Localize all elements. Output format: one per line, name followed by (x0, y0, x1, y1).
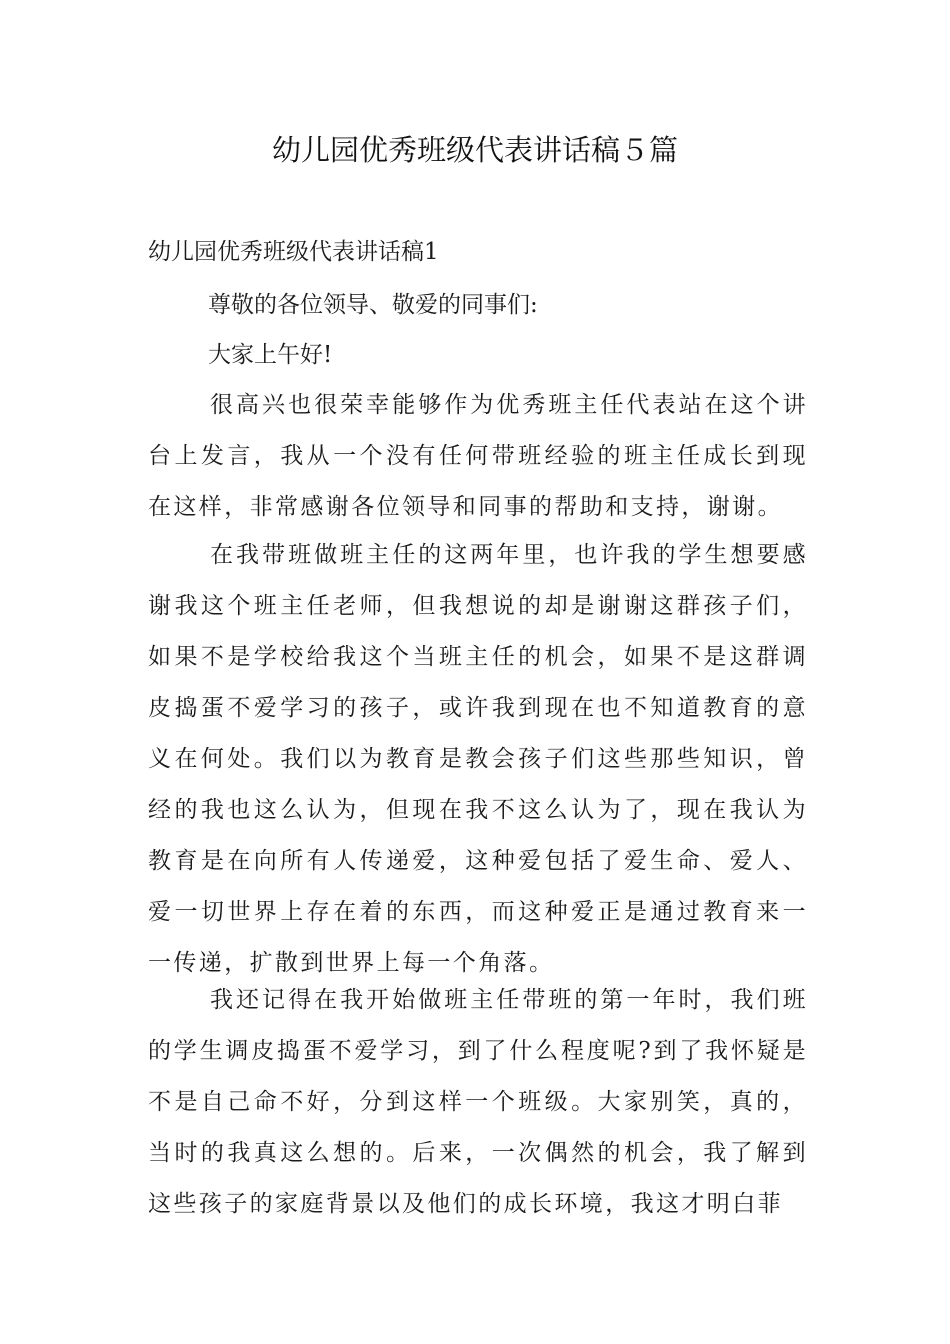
section-heading: 幼儿园优秀班级代表讲话稿1 (148, 239, 439, 265)
paragraph-1: 很高兴也很荣幸能够作为优秀班主任代表站在这个讲台上发言，我从一个没有任何带班经验的班主任成长到现在这样，非常感谢各位领导和同事的帮助和支持，谢谢。 (148, 392, 808, 520)
greeting-line: 大家上午好! (208, 342, 333, 368)
paragraph-2: 在我带班做班主任的这两年里，也许我的学生想要感谢我这个班主任老师，但我想说的却是谢谢这群孩子们，如果不是学校给我这个当班主任的机会，如果不是这群调皮捣蛋不爱学习的孩子，或许我到现在也不知道教育的意义在何处。我们以为教育是教会孩子们这些那些知识，曾经的我也这么认为，但现在我不这么认为了，现在我认为教育是在向所有人传递爱，这种爱包括了爱生命、爱人、爱一切世界上存在着的东西，而这种爱正是通过教育来一一传递，扩散到世界上每一个角落。 (148, 542, 808, 976)
paragraph-3: 我还记得在我开始做班主任带班的第一年时，我们班的学生调皮捣蛋不爱学习，到了什么程度呢?到了我怀疑是不是自己命不好，分到这样一个班级。大家别笑，真的，当时的我真这么想的。后来，一次偶然的机会，我了解到这些孩子的家庭背景以及他们的成长环境，我这才明白菲 (148, 987, 808, 1217)
document-title: 幼儿园优秀班级代表讲话稿５篇 (271, 133, 678, 167)
salutation-line: 尊敬的各位领导、敬爱的同事们: (208, 292, 538, 318)
